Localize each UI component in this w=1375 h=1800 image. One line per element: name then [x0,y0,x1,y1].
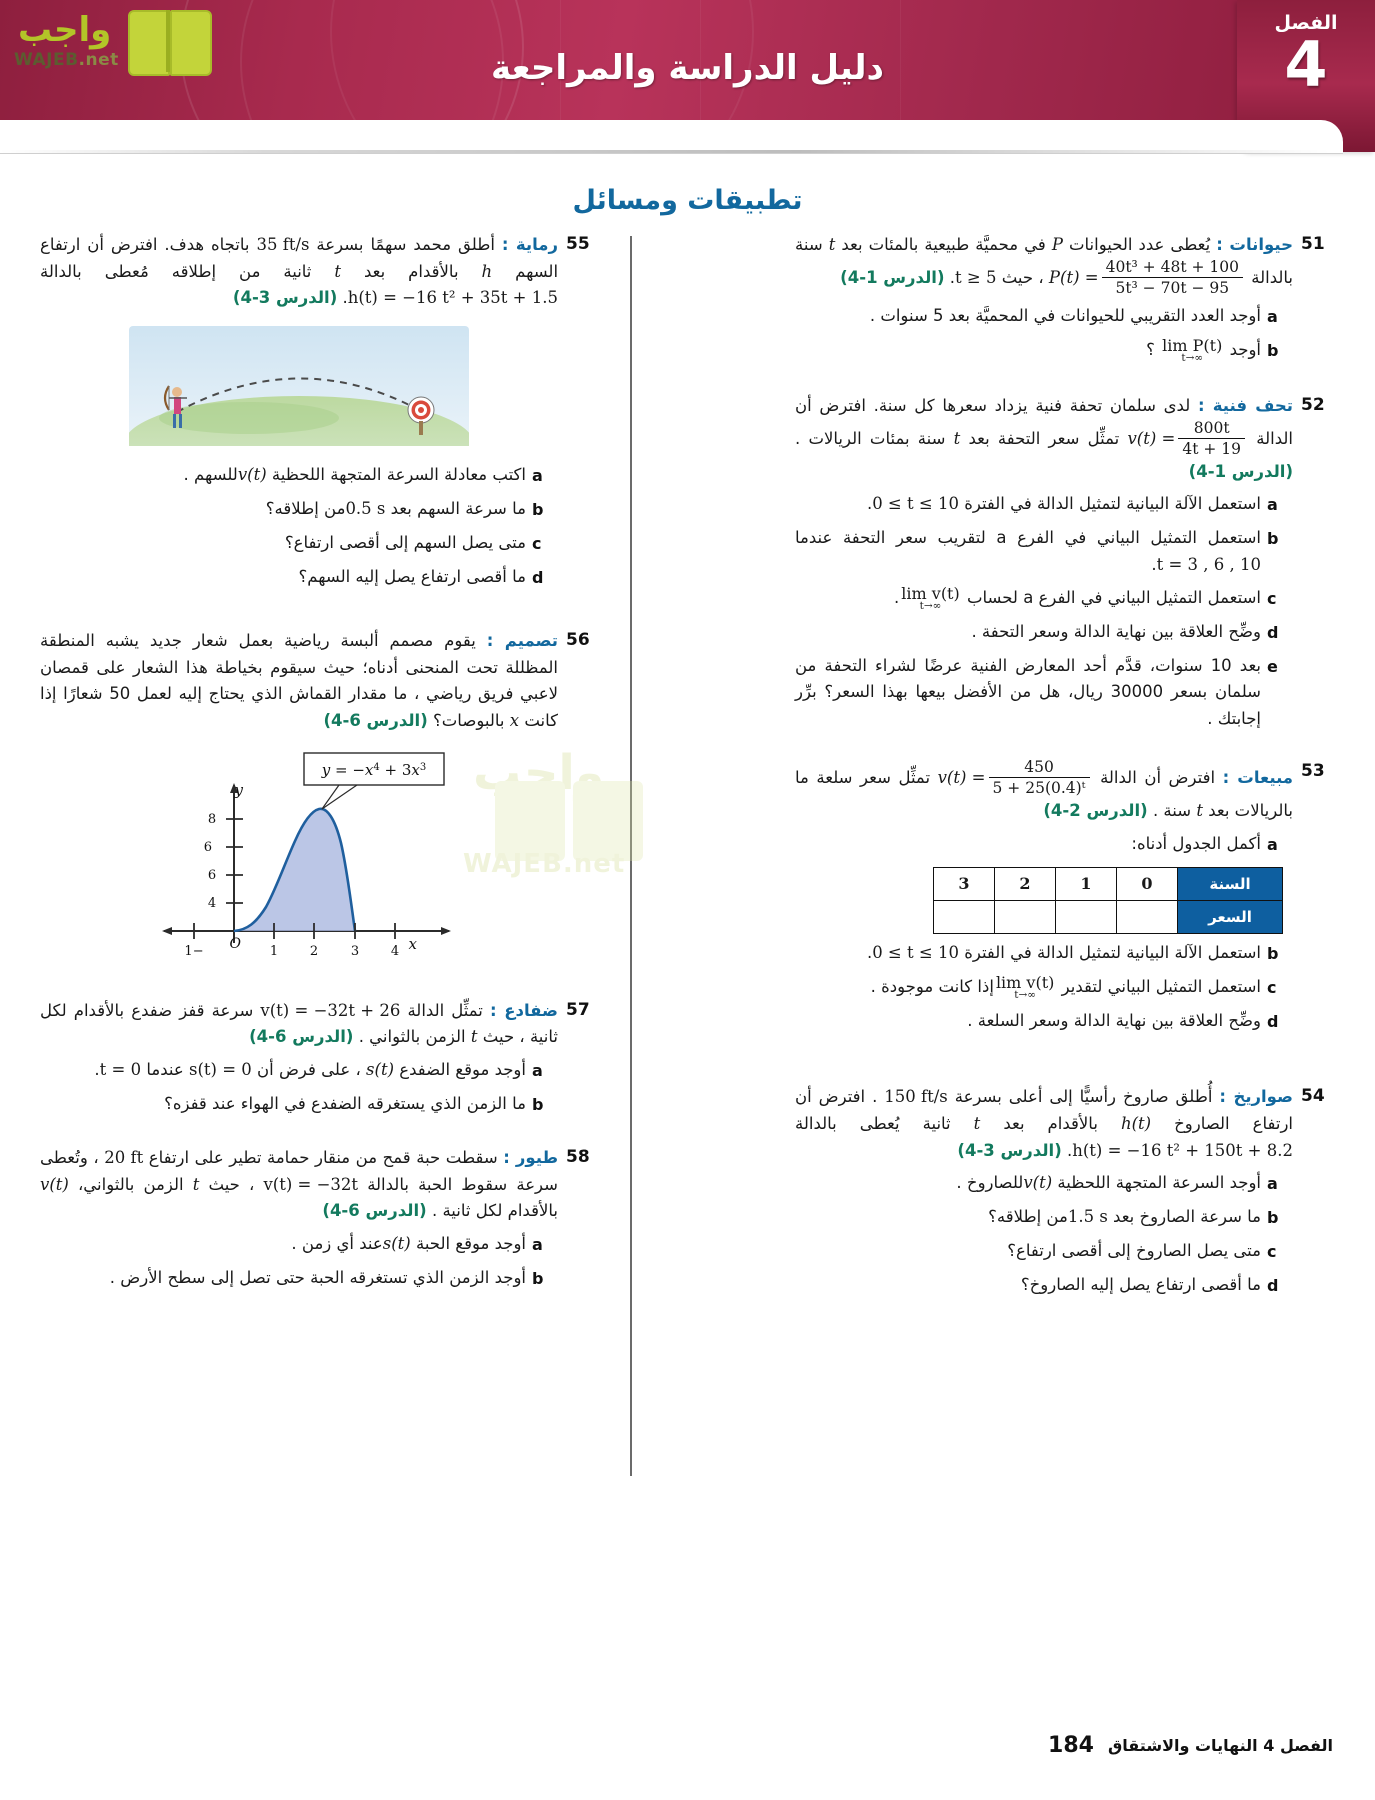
limit-expression: lim v(t) t→∞ [995,973,1055,1002]
column-divider [630,236,632,1476]
x-tick-neg1: −1 [184,943,204,959]
year-cell: 3 [934,868,995,901]
lesson-ref: (الدرس 3-4) [232,288,338,308]
problem-body-2: سرعة قفز ضفدع بالأقدام لكل ثانية ، حيث [40,1000,558,1047]
problem-body-2: ، وتُعطى سرعة سقوط الحبة بالدالة [40,1147,558,1194]
problem-parts [795,1170,1293,1299]
part-text: أوجد موقع الحبة s(t)عند أي زمن . [291,1234,526,1254]
x-tick-2: 2 [309,943,319,959]
price-cell[interactable] [1056,901,1117,934]
part-letter: a [1267,834,1278,854]
problem-number: 52 [1301,395,1325,416]
table-row [934,868,1283,901]
math-var-x: x [509,710,520,730]
part-letter: a [1267,1174,1278,1194]
problem-body-3: الزمن بالثواني . [358,1027,466,1047]
math-var-t: t [470,1027,478,1047]
problem-number: 54 [1301,1086,1325,1107]
problem-body-3: ، حيث [208,1174,255,1194]
part-text: أوجد الزمن الذي تستغرقه الحبة حتى تصل إلى سطح الأرض . [109,1267,526,1287]
logo-latin-text: WAJEB.net [14,50,119,70]
part-text: أوجد السرعة المتجهة اللحظية v(t)للصاروخ . [956,1173,1261,1193]
problem-number: 57 [566,999,590,1020]
part-text: أوجد موقع الضفدع s(t) ، على فرض أن s(t) = 0 عندما t = 0. [94,1060,526,1080]
problem-number: 51 [1301,234,1325,254]
y-tick-extra: 6 [203,839,212,855]
part-text: استعمل الآلة البيانية لتمثيل الدالة في الفترة 0 ≤ t ≤ 10. [795,491,1267,517]
function-graph [129,743,469,973]
math-var-t: t [953,428,961,448]
problem-part [795,303,1293,330]
problem-parts [795,303,1293,364]
part-text: ما سرعة السهم بعد 0.5 sمن إطلاقه؟ [265,499,526,519]
part-text: وضِّح العلاقة بين نهاية الدالة وسعر السلعة . [967,1011,1261,1031]
problem-body-2: تمثِّل سعر سلعة ما بالريالات بعد [795,767,1293,820]
values-math: t = 3 , 6 , 10 [1156,554,1261,574]
problem-58 [40,1145,600,1299]
problem-52 [795,393,1335,739]
part-letter: d [1267,1012,1279,1032]
problem-body-2: باتجاه هدف. افترض أن ارتفاع السهم [40,235,559,281]
problem-body-1: سقطت حبة قمح من منقار حمامة تطير على ارتفاع [148,1147,498,1167]
lesson-ref: (الدرس 2-4) [1043,800,1148,820]
problem-54 [795,1084,1335,1306]
problem-55 [40,232,600,598]
problem-number: 55 [566,234,590,254]
problem-body-2: . افترض أن ارتفاع الصاروخ [795,1087,1294,1133]
problem-body-4: ثانية من إطلاقه مُعطى بالدالة [40,261,312,281]
y-tick-4: 4 [207,895,217,911]
problem-keyword: تصميم : [486,630,558,650]
part-text: أكمل الجدول أدناه: [1131,833,1261,853]
part-letter: a [1267,495,1278,515]
section-title: تطبيقات ومسائل [572,185,803,216]
formula-v: v(t) = $\frac{800t}{4t + 19}$ [1127,420,1248,459]
y-axis-label: y [234,780,243,799]
problem-part [795,619,1293,646]
part-letter: a [1267,307,1278,327]
problem-51 [795,232,1335,371]
problem-part [40,1231,558,1258]
problem-text [795,393,1301,739]
problem-keyword: تحف فنية : [1197,396,1294,416]
lesson-ref: (الدرس 6-4) [322,1201,427,1221]
table-header-year: السنة [1178,868,1283,901]
lesson-ref: (الدرس 6-4) [323,710,428,730]
data-table-wrapper [795,867,1293,934]
problem-body-1: أطلق محمد سهمًا بسرعة [316,235,495,254]
x-tick-3: 3 [350,943,360,959]
part-letter: b [1267,341,1279,361]
part-letter: c [1267,978,1277,998]
part-text: اكتب معادلة السرعة المتجهة اللحظية v(t)للسهم . [183,465,526,485]
problem-part [795,525,1293,578]
range-math: 0 ≤ t ≤ 10 [872,943,959,963]
speed-value: 35 ft/s [256,235,310,254]
problem-body-2: في محميَّة طبيعية بالمئات بعد [841,235,1046,254]
part-letter: d [1267,623,1279,642]
problem-body-1: أُطلق صاروخ رأسيًّا إلى أعلى بسرعة [954,1087,1213,1107]
part-letter: b [1267,944,1279,964]
part-letter: d [1267,1276,1279,1296]
math-var-P: P [1051,235,1063,254]
part-text: ما سرعة الصاروخ بعد 1.5 sمن إطلاقه؟ [988,1207,1261,1227]
problem-53 [795,759,1335,1042]
problem-text [40,1145,566,1299]
problem-body-3: سنة . [1152,800,1192,820]
left-column [40,232,600,1314]
part-text: ما الزمن الذي يستغرقه الضفدع في الهواء عند قفزه؟ [164,1094,526,1113]
math-var-t: t [973,1113,981,1133]
problem-57 [40,998,600,1125]
origin-label: O [229,935,241,952]
problem-part [795,1272,1293,1299]
chapter-number: 4 [1284,28,1328,101]
problem-part [795,337,1293,364]
problem-part [795,940,1293,967]
problem-number: 53 [1301,761,1325,782]
math-var-t: t [1196,800,1203,820]
part-text: استعمل التمثيل البياني في الفرع a لحساب lim v(t) t→∞ . [894,583,1261,612]
lesson-ref: (الدرس 1-4) [840,267,945,287]
year-cell: 2 [995,868,1056,901]
problem-body-4: الزمن بالثواني، [77,1174,184,1194]
problem-body-1: افترض أن الدالة [1100,767,1216,787]
formula-h55: h(t) = −16 t² + 35t + 1.5 [347,288,558,308]
part-text: ما أقصى ارتفاع يصل إليه الصاروخ؟ [1020,1275,1261,1295]
part-letter: c [1267,589,1277,609]
part-letter: a [532,1061,543,1081]
lesson-ref: (الدرس 6-4) [249,1027,354,1047]
part-letter: b [1267,529,1279,549]
problem-body-2: بالبوصات؟ [433,710,505,730]
problem-part [795,1204,1293,1231]
footer-chapter-text: الفصل 4 النهايات والاشتقاق [1107,1736,1333,1755]
part-letter: b [532,1268,544,1288]
math-var-h: h(t) [1120,1113,1152,1133]
year-price-table [933,867,1283,934]
problem-body-1: يُعطى عدد الحيوانات [1068,235,1211,254]
formula-v58: v(t) = −32t [263,1174,359,1194]
problem-keyword: مبيعات : [1222,767,1294,787]
limit-expression: lim P(t) t→∞ [1162,336,1223,365]
year-cell: 1 [1056,868,1117,901]
x-tick-4: 4 [390,943,400,959]
problem-parts [40,1057,558,1118]
problem-part [40,530,558,557]
problem-text: رماية : أطلق محمد سهمًا بسرعة 35 ft/s باتجاه هدف. افترض أن ارتفاع السهم h بالأقدام بعد t ثانية من إطلاقه مُعطى بالدالة h(t) = −16 t² + 35t + 1.5. (الدرس 3-4) a اكتب معادلة السرعة المتجهة اللحظية v(t)للسهم . b ما سرعة السهم بعد 0.5 sمن إطلاقه؟ c متى يصل السهم إلى أقصى ارتفاع؟ d ما أقصى ارتفاع يصل إليه السهم؟ [40,232,566,598]
problem-part [795,1008,1293,1035]
problem-parts [40,1231,558,1292]
math-var-t: t [828,235,836,254]
problem-part [40,564,558,591]
problem-body-5: بالأقدام لكل ثانية . [431,1201,558,1221]
x-tick-1: 1 [269,943,279,959]
formula-v57: v(t) = −32t + 26 [260,1000,401,1020]
part-text: متى يصل السهم إلى أقصى ارتفاع؟ [284,532,526,552]
problem-parts [795,491,1293,732]
price-cell[interactable] [934,901,995,934]
height-value: 20 ft [104,1147,144,1167]
problem-part [40,496,558,523]
part-text: أوجد العدد التقريبي للحيوانات في المحميَّة بعد 5 سنوات . [869,306,1261,326]
problem-text [795,759,1301,1042]
x-axis-label: x [408,934,417,953]
part-text: استعمل التمثيل البياني في الفرع a لتقريب سعر التحفة عندما t = 3 , 6 , 10. [795,525,1267,578]
formula-P: P(t) = $\frac{\text{40t³ + 48t + 100}}{\text{5t³ − 70t − 95}}$ [1049,259,1246,298]
page-number: 184 [1048,1733,1094,1758]
page-title: دليل الدراسة والمراجعة [491,48,884,88]
wajeb-logo [10,6,240,76]
problem-number: 58 [566,1146,590,1167]
page-footer [1048,1733,1333,1758]
problem-body-1: يقوم مصمم ألبسة رياضية بعمل شعار جديد يشبه المنطقة المظللة تحت المنحنى أدناه؛ حيث سيقوم بخياطة هذا الشعار على قمصان لاعبي فريق رياضي ، ما مقدار القماش الذي يحتاج إليه لعمل 50 شعارًا إذا كانت [40,630,558,730]
page-frame-line [0,150,1330,153]
lesson-ref: (الدرس 3-4) [957,1140,1062,1160]
y-tick-8: 8 [207,811,217,827]
table-row [934,901,1283,934]
problem-body-3: بالأقدام بعد [1003,1113,1098,1133]
watermark: واجب WAJEB.net [455,745,695,895]
problem-part [40,1057,558,1084]
problem-body-1: تمثِّل الدالة [407,1000,483,1020]
part-letter: b [532,1095,544,1114]
problem-part [795,491,1293,518]
part-text: أوجد lim P(t) t→∞ ؟ [1146,336,1261,365]
problem-keyword: طيور : [503,1147,559,1167]
formula-h: h(t) = −16 t² + 150t + 8.2 [1072,1140,1293,1160]
problem-part [795,1238,1293,1265]
problem-part [795,585,1293,612]
part-letter: d [532,567,544,587]
problem-part [795,653,1293,732]
chapter-label: الفصل [1274,12,1338,34]
problem-body-2: تمثِّل سعر التحفة بعد [968,428,1120,448]
problem-text [40,628,566,983]
open-book-icon [128,10,212,72]
problem-part [795,974,1293,1001]
problem-part [40,1265,558,1292]
problem-body-3: سنة بمئات الريالات . [795,428,946,448]
math-var-v: v(t) [40,1174,69,1194]
problem-body-3: بالأقدام بعد [363,261,459,281]
table-header-price: السعر [1178,901,1283,934]
right-column [795,232,1335,1321]
part-text: ما أقصى ارتفاع يصل إليه السهم؟ [298,566,526,586]
problem-body-4: ثانية يُعطى بالدالة [795,1113,951,1133]
problem-keyword: رماية : [501,235,559,254]
problem-number: 56 [566,629,590,650]
problem-keyword: ضفادع : [490,1000,558,1020]
part-letter: a [532,1235,543,1255]
page-frame-top [0,120,1343,154]
condition-prefix: ، حيث [1001,267,1044,287]
part-text: وضِّح العلاقة بين نهاية الدالة وسعر التحفة . [971,622,1261,641]
math-var-t: t [334,261,342,281]
part-letter: c [532,533,542,553]
problem-text: صواريخ : أُطلق صاروخ رأسيًّا إلى أعلى بسرعة 150 ft/s . افترض أن ارتفاع الصاروخ h(t) بالأقدام بعد t ثانية يُعطى بالدالة h(t) = −16 t² + 150t + 8.2. (الدرس 3-4) a أوجد السرعة المتجهة اللحظية v(t)للصاروخ . b ما سرعة الصاروخ بعد 1.5 sمن إطلاقه؟ c متى يصل الصاروخ إلى أقصى ارتفاع؟ d ما أقصى ارتفاع يصل إليه الصاروخ؟ [795,1084,1301,1306]
problem-keyword: صواريخ : [1219,1087,1293,1107]
problem-part [795,831,1293,858]
part-letter: b [532,500,544,520]
problem-body-3: سنة بالدالة [795,235,1293,287]
problem-part [40,462,558,489]
equation-label: $y = -x^4 + 3x^3$ [321,760,427,779]
problem-keyword: حيوانات : [1216,235,1293,254]
part-letter: a [532,466,543,486]
formula-v53: v(t) = $\frac{450}{\text{5 + 25(0.4)ᵗ}}$ [938,759,1093,798]
part-text: متى يصل الصاروخ إلى أقصى ارتفاع؟ [1007,1241,1261,1261]
part-letter: b [1267,1208,1279,1228]
math-var-h: h [481,261,493,281]
y-tick-6: 6 [207,867,217,883]
lesson-ref: (الدرس 1-4) [1188,461,1293,481]
part-letter: c [1267,1242,1277,1262]
problem-parts [795,831,1293,1036]
range-math: 0 ≤ t ≤ 10 [872,494,959,514]
part-text: استعمل الآلة البيانية لتمثيل الدالة في الفترة 0 ≤ t ≤ 10. [795,940,1267,966]
limit-expression: lim v(t) t→∞ [901,583,960,612]
price-cell[interactable] [1117,901,1178,934]
problem-text [40,998,566,1125]
speed-value: 150 ft/s [884,1087,948,1107]
math-var-t: t [192,1174,200,1194]
year-cell: 0 [1117,868,1178,901]
condition-math: t ≥ 5 [955,267,997,287]
problem-parts [40,462,558,591]
problem-body-1: لدى سلمان تحفة فنية يزداد سعرها كل سنة. افترض أن الدالة [795,396,1293,448]
part-text: استعمل التمثيل البياني لتقدير lim v(t) t→∞ إذا كانت موجودة . [870,973,1261,1002]
archery-illustration [129,326,469,446]
problem-part [795,1170,1293,1197]
part-letter: e [1267,656,1278,676]
logo-arabic-text: واجب [18,10,112,50]
problem-text: حيوانات : يُعطى عدد الحيوانات P في محميَّة طبيعية بالمئات بعد t سنة بالدالة P(t) = $\frac{\text{40t³ + 48t + 100}}{\text{5t³ − 70t − 95}}$ ، حيث t ≥ 5. (الدرس 1-4) a أوجد العدد التقريبي للحيوانات في المحميَّة بعد 5 سنوات . b أوجد lim P(t) t→∞ ؟ [795,232,1301,371]
price-cell[interactable] [995,901,1056,934]
part-text: بعد 10 سنوات، قدَّم أحد المعارض الفنية عرضًا لشراء التحفة من سلمان بسعر 30000 ريال، هل من الأفضل بيعها بهذا السعر؟ برِّر إجابتك . [795,655,1261,728]
problem-56 [40,628,600,983]
problem-part [40,1091,558,1118]
